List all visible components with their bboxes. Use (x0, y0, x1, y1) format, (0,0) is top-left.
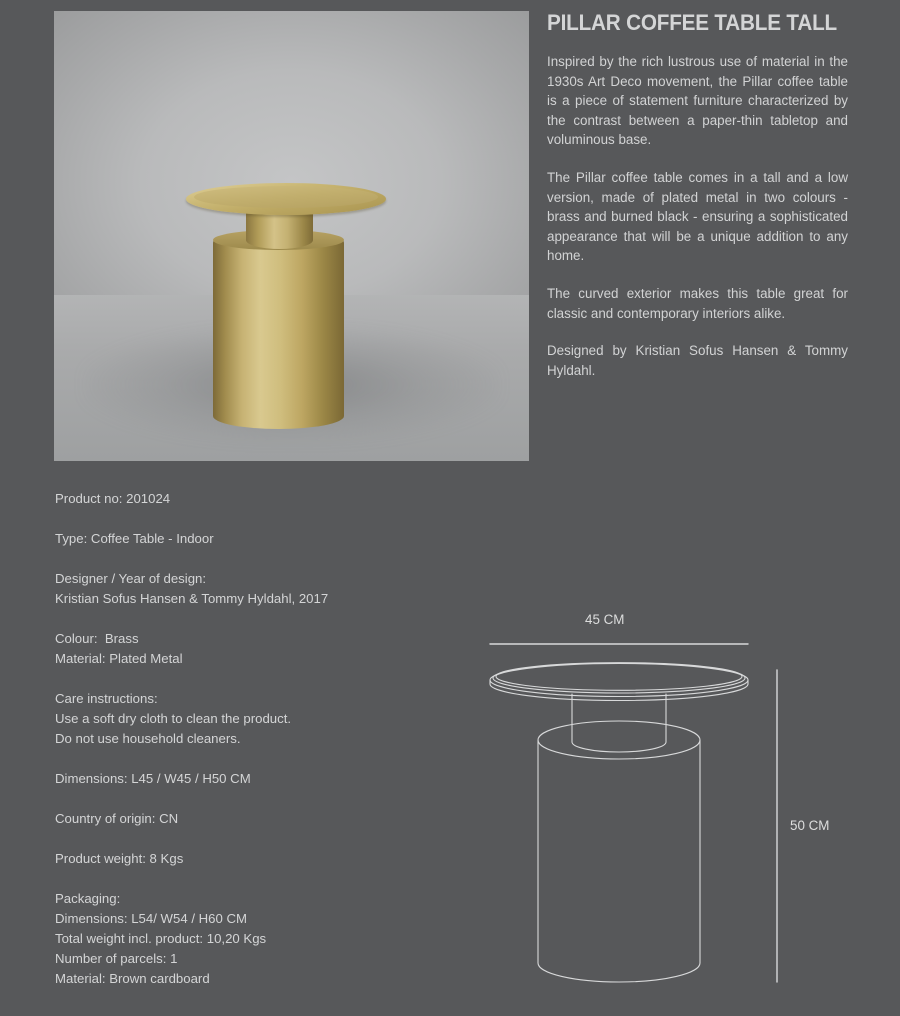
description-paragraph: Inspired by the rich lustrous use of material in the 1930s Art Deco movement, the Pillar coffee table is a piece of statement furniture characterized by the contrast between a paper-thin tabletop and voluminous base. (547, 54, 848, 148)
spec-block-product-weight (55, 849, 505, 869)
spec-line: Use a soft dry cloth to clean the product. (55, 711, 292, 726)
spec-line: Packaging: (55, 891, 121, 906)
neck-bottom-arc (572, 742, 666, 752)
spec-block-designer (55, 569, 505, 609)
spec-line: Material: Brown cardboard (55, 971, 210, 986)
spec-block-country-of-origin (55, 809, 505, 829)
technical-drawing (460, 600, 900, 1016)
spec-block-care-instructions (55, 689, 505, 749)
spec-line: Material: Plated Metal (55, 651, 183, 666)
description-paragraph: The curved exterior makes this table great for classic and contemporary interiors alike. (547, 285, 848, 321)
description-paragraph: The Pillar coffee table comes in a tall and a low version, made of plated metal in two colours - brass and burned black - ensuring a sophisticated appearance that will be a unique addition to any home. (547, 169, 848, 264)
spec-line: Product weight: 8 Kgs (55, 851, 184, 866)
spec-line: Dimensions: L54/ W54 / H60 CM (55, 911, 248, 926)
description-paragraph: Designed by Kristian Sofus Hansen & Tommy Hyldahl. (547, 343, 848, 378)
spec-block-packaging (55, 889, 505, 989)
spec-line: Type: Coffee Table - Indoor (55, 531, 214, 546)
base-top-ellipse (538, 721, 700, 759)
spec-line: Dimensions: L45 / W45 / H50 CM (55, 771, 251, 786)
spec-line: Designer / Year of design: (55, 571, 207, 586)
tabletop-rim-ellipse (493, 663, 745, 693)
page-title: PILLAR COFFEE TABLE TALL (547, 10, 837, 35)
spec-line: Care instructions: (55, 691, 158, 706)
spec-line: Product no: 201024 (55, 491, 171, 506)
tabletop-outer-ellipse (490, 664, 748, 697)
width-dimension-label: 45 CM (585, 612, 625, 627)
spec-block-colour-material (55, 629, 505, 669)
spec-line: Number of parcels: 1 (55, 951, 178, 966)
photo-table-neck (246, 209, 313, 249)
height-dimension-label: 50 CM (790, 818, 830, 833)
spec-line: Country of origin: CN (55, 811, 179, 826)
spec-line: Kristian Sofus Hansen & Tommy Hyldahl, 2017 (55, 591, 329, 606)
base-bottom-arc (538, 963, 700, 982)
photo-table-top-inner (194, 186, 378, 208)
spec-line: Colour: Brass (55, 631, 139, 646)
spec-block-product-no (55, 489, 505, 509)
spec-block-dimensions (55, 769, 505, 789)
product-photo (54, 11, 529, 461)
technical-drawing-svg (460, 600, 900, 1016)
specification-list (55, 489, 505, 989)
spec-block-type (55, 529, 505, 549)
tabletop-inner-ellipse (496, 663, 742, 691)
spec-line: Total weight incl. product: 10,20 Kgs (55, 931, 267, 946)
product-description (547, 52, 848, 380)
photo-table-base (213, 239, 344, 429)
spec-line: Do not use household cleaners. (55, 731, 241, 746)
